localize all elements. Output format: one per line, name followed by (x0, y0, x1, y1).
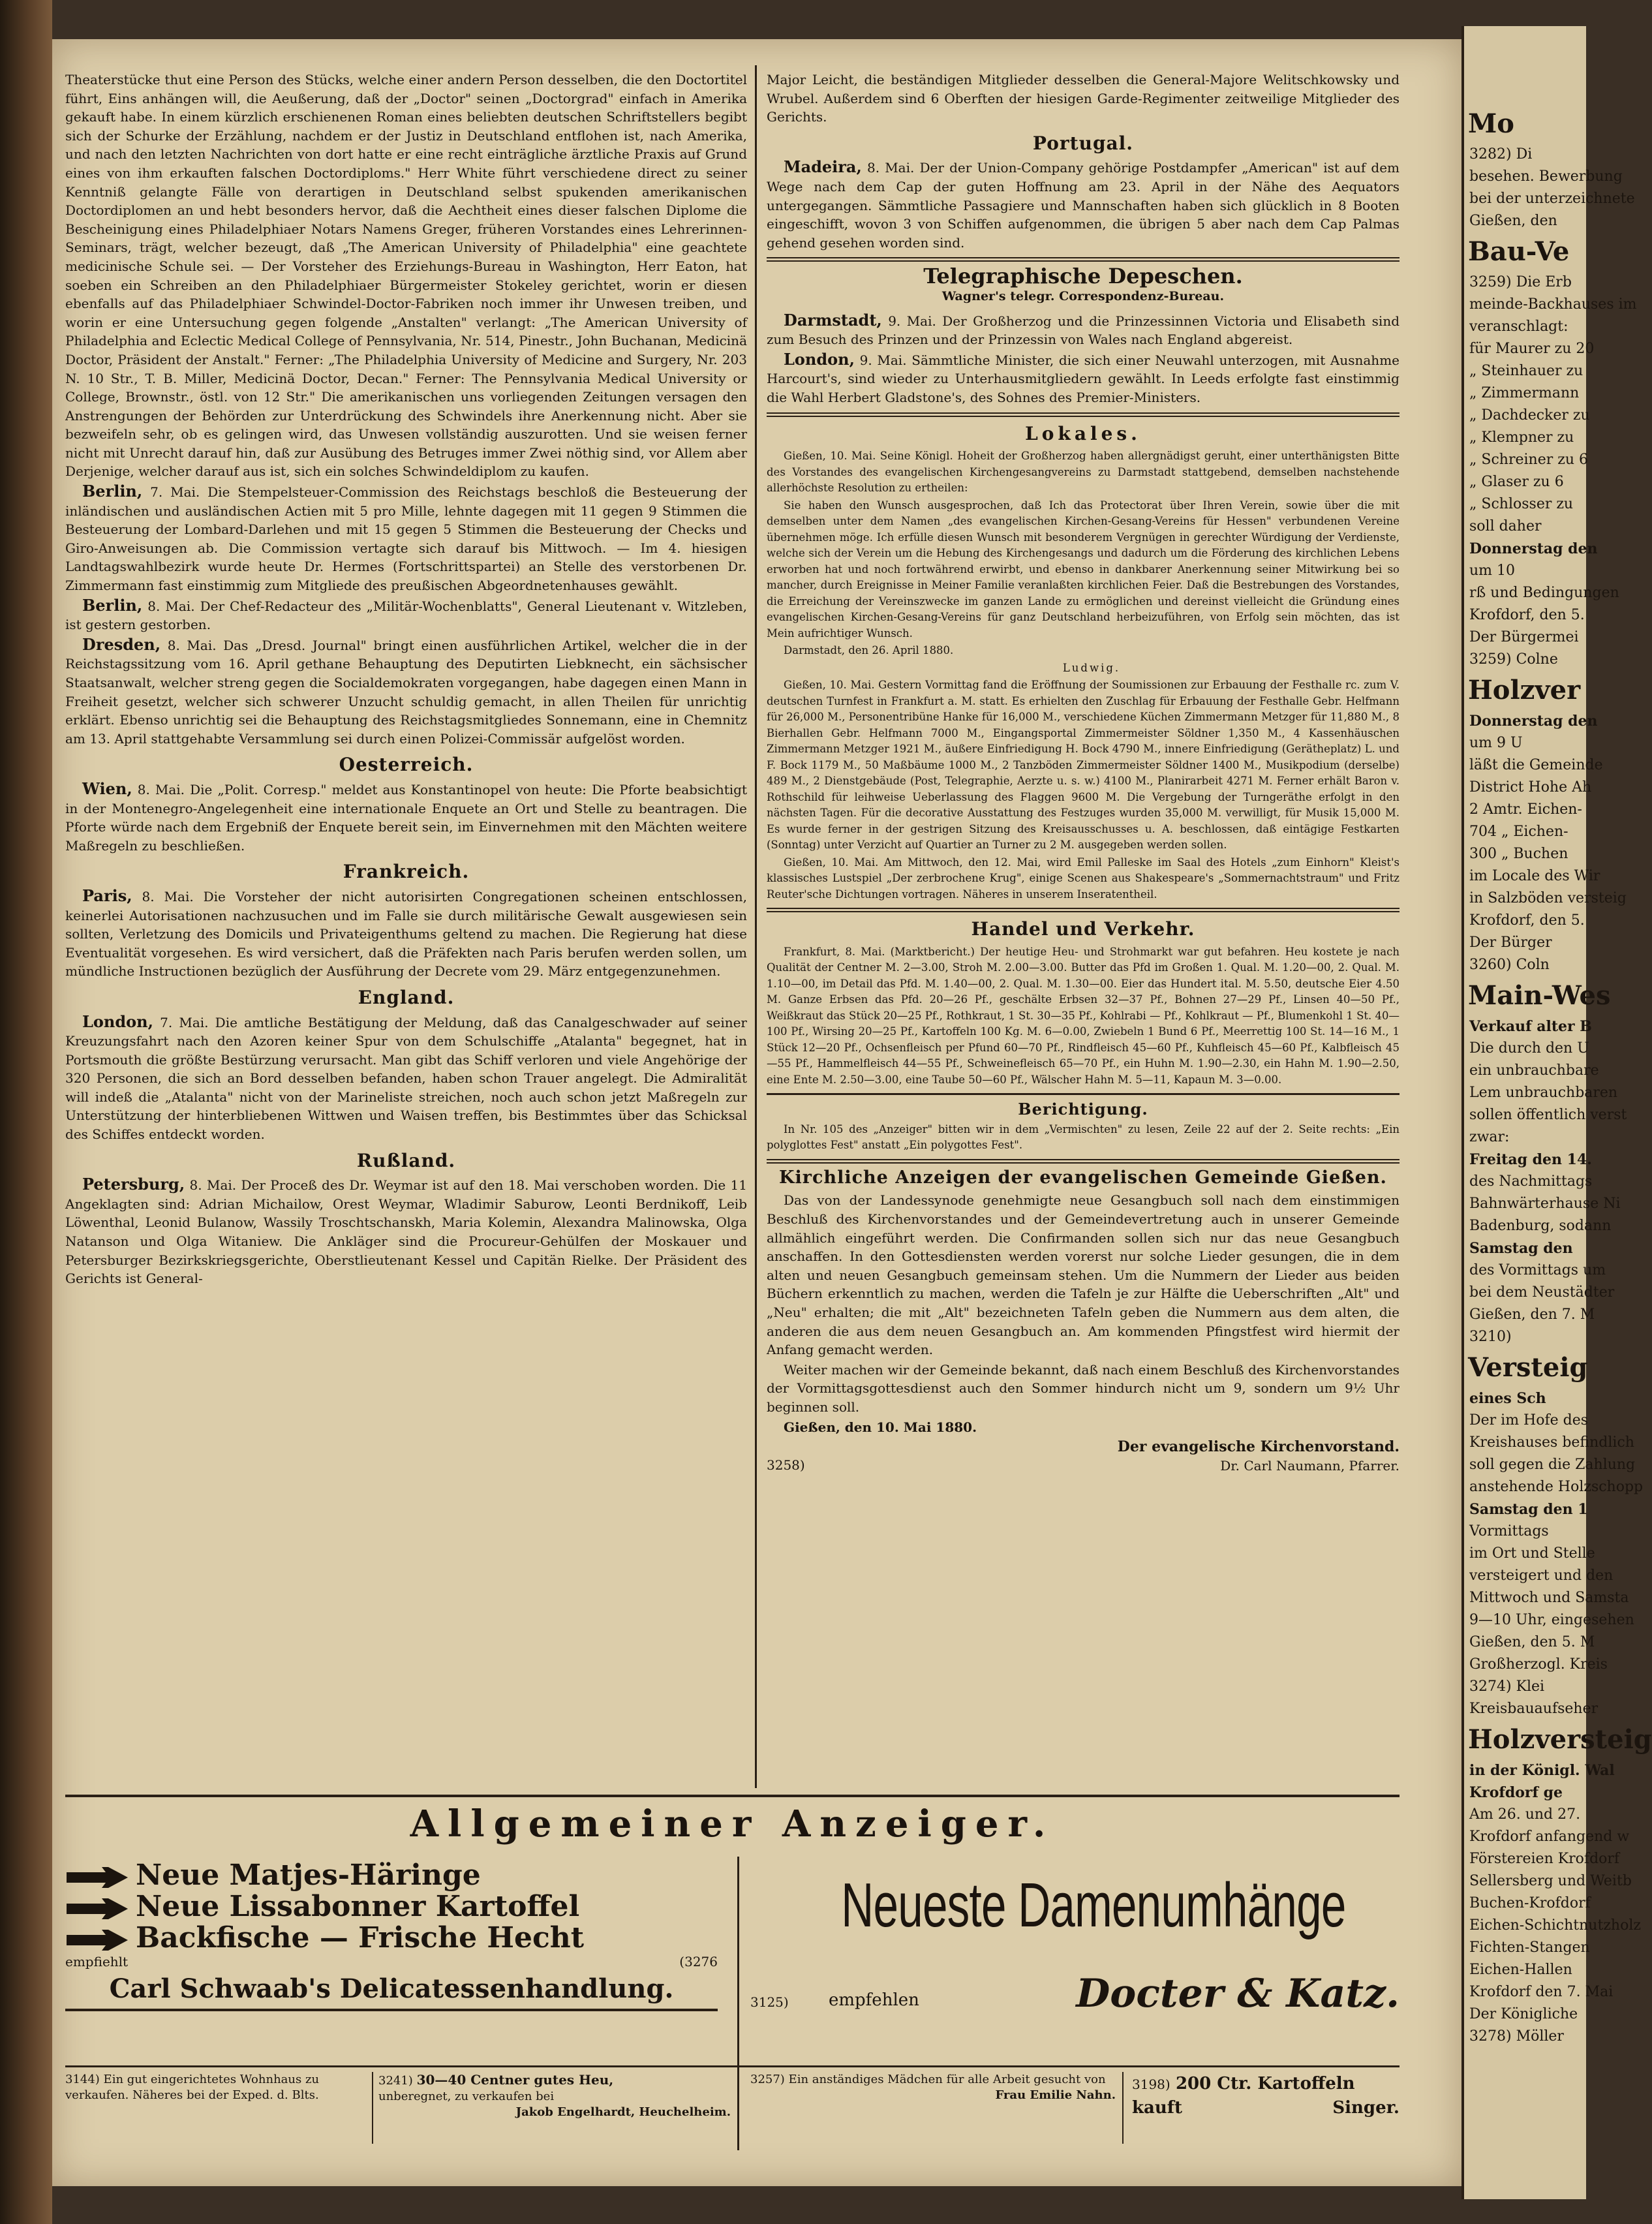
article-text: 8. Mai. Die „Polit. Corresp." meldet aus Konstantinopel von heute: Die Pforte beabsichtigt in der Montenegro-Angelegenheit eine internationale Enquete an Ort und Stelle zu beantragen. Die Pforte würde nach dem Ergebniß der Enquete bereit sein, im Einvernehmen mit den Mächten weitere Maßregeln zu beschließen. (65, 781, 747, 854)
adjacent-line: in Salzböden versteig (1469, 890, 1627, 906)
adjacent-line: Großherzogl. Kreis (1469, 1656, 1608, 1673)
telegraph-source: Wagner's telegr. Correspondenz-Bureau. (941, 288, 1225, 303)
ad-hay (378, 2072, 731, 2120)
dateline: Madeira, (784, 157, 862, 177)
section-heading-russland: Rußland. (356, 1149, 456, 1171)
article-petersburg (65, 1175, 747, 1288)
divider (767, 1159, 1400, 1164)
adjacent-heading: Main-Wes (1468, 980, 1611, 1011)
adjacent-line: 9—10 Uhr, eingesehen (1469, 1612, 1634, 1628)
lokal-resolution: Sie haben den Wunsch ausgesprochen, daß Ich das Protectorat über Ihren Verein, sowie über die mit demselben unter dem Namen „des evangelischen Kirchen-Gesang-Vereins für Hessen" verbundenen Vereine übernehmen möge. Ich erfülle diesen Wunsch mit besonderem Vergnügen in gerechter Würdigung der Verdienste, welche sich der Verein um die Hebung des Kirchengesangs und dadurch um die Förderung des kirchlichen Lebens erworben hat und noch fortwährend erwirbt, und ebenso in dankbarer Anerkennung seiner Mitwirkung bei so mancher, durch Ereignisse in Meiner Familie veranlaßten kirchlichen Feier. Daß die Bestrebungen des Vorstandes, die Erreichung der Vereinszwecke im ganzen Lande zu ermöglichen und dereinst vielleicht die Gründung eines evangelischen Kirchen-Gesang-Vereins für ganz Deutschland herbeizuführen, von Erfolg sein möchten, das ist Mein aufrichtiger Wunsch. (767, 499, 1400, 640)
ad-divider (372, 2072, 373, 2144)
adjacent-line: Am 26. und 27. (1469, 1806, 1581, 1823)
left-column (65, 70, 747, 1290)
ad-text: 3257) Ein anständiges Mädchen für alle Arbeit gesucht von (750, 2073, 1106, 2086)
adjacent-heading: Mo (1468, 108, 1514, 139)
adjacent-line: läßt die Gemeinde (1469, 757, 1603, 773)
market-text: Frankfurt, 8. Mai. (Marktbericht.) Der heutige Heu- und Strohmarkt war gut befahren. Heu kostete je nach Qualität der Centner M. 2—3.00, Stroh M. 2.00—3.00. Butter das Pfd im Großen 1. Qual. M. 1.20—00, 2. Qual. M. 1.10—00, im Detail das Pfd. M. 1.40—00, 2. Qual. M. 1.30—00. Eier das Hundert ital. M. 5.50, deutsche Eier 4.50 M. Ganze Erbsen das Pfd. 20—26 Pf., geschälte Erbsen 32—37 Pf., Bohnen 27—29 Pf., Linsen 40—50 Pf., Weißkraut das Stück 20—25 Pf., Rothkraut, 1 St. 30—35 Pf., Kohlrabi — Pf., Kohlkraut — Pf., Blumenkohl 1 St. 40—100 Pf., Wirsing 20—25 Pf., Kartoffeln 100 Kg. M. 6—0.00, Zwiebeln 1 Bund 6 Pf., Meerrettig 100 St. 14—16 M., 1 Stück 12—20 Pf., Ochsenfleisch per Pfund 60—70 Pf., Rindfleisch 45—60 Pf., Kuhfleisch 45—60 Pf., Kalbfleisch 45—55 Pf., Hammelfleisch 44—55 Pf., Schweinefleisch 65—70 Pf., ein Huhn M. 1.90—2.30, ein Hahn M. 1.90—2.50, eine Ente M. 2.50—3.00, eine Taube 50—60 Pf., Wälscher Hahn M. 5—11, Kapaun M. 3—0.00. (767, 945, 1400, 1086)
church-notice-1: Das von der Landessynode genehmigte neue Gesangbuch soll nach dem einstimmigen Beschluß des Kirchenvorstandes und der Gemeindevertretung auch in unserer Gemeinde allmählich eingeführt werden. Die Confirmanden sollen sich nur das neue Gesangbuch anschaffen. In den Gottesdiensten werden vorerst nur solche Lieder gesungen, die in dem alten und neuen Gesangbuch gemeinsam stehen. Um die Nummern der Lieder aus beiden Büchern erkenntlich zu machen, werden die Tafeln je zur Hälfte die Ueberschriften „Alt" und „Neu" erhalten; die mit „Alt" bezeichneten Tafeln geben die Nummern aus dem alten, die anderen die aus dem neuen Gesangbuch an. Am kommenden Pfingstfest wird hiermit der Anfang gemacht werden. (767, 1192, 1400, 1358)
adjacent-line: Der Bürgermei (1469, 629, 1579, 645)
adjacent-line: Mittwoch und Samsta (1469, 1590, 1629, 1606)
lokal-turnfest: Gießen, 10. Mai. Gestern Vormittag fand die Eröffnung der Soumissionen zur Erbauung der Festhalle rc. zum V. deutschen Turnfest in Frankfurt a. M. statt. Es erhielten den Zuschlag für Erbauung der Festhalle Gebr. Helfmann für 26,000 M., Personentribüne Hanke für 16,000 M., verschiedene Küchen Zimmermann Metzger für 11,880 M., 8 Bierhallen Gebr. Helfmann 7000 M., Eingangsportal Zimmermeister Söldner 1,350 M., 4 Kassenhäuschen Zimmermann Metzger 1921 M., äußere Einfriedigung H. Bock 4790 M., innere Einfriedigung (Gerätheplatz) L. und F. Bock 1179 M., 50 Maßbäume 1000 M., 2 Tanzböden Zimmermeister Söldner 1400 M., Musikpodium (derselbe) 489 M., 2 Dienstgebäude (Post, Telegraphie, Aerzte u. s. w.) 4100 M., Planirarbeit 4271 M. Ferner erhält Baron v. Rothschild für leihweise Ueberlassung des Flaggen 9600 M. Die Vergebung der Turngeräthe erfolgt in den nächsten Tagen. Für die decorative Ausstattung des Festzuges wurden 35,000 M. verwilligt, für Musik 15,000 M. Es wurde ferner in der gestrigen Sitzung des Kreisausschusses u. A. beschlossen, daß eintägige Festkarten (Sonntag) unter Verzicht auf Quartier an Turner zu 2 M. ausgegeben werden sollen. (767, 679, 1400, 852)
article-doctor-diplomas: Theaterstücke thut eine Person des Stücks, welche einer andern Person desselben, die den Doctortitel führt, Eins anhängen will, die Aeußerung, daß der „Doctor" seinen „Doctorgrad" einfach in Amerika gekauft habe. In einem kürzlich erschienenen Roman eines beliebten deutschen Schriftstellers begibt sich der Schurke der Erzählung, nachdem er der Justiz in Deutschland entflohen ist, nach Amerika, und nach den letzten Nachrichten von dort hatte er eine recht einträgliche ärztliche Praxis auf Grund eines von ihm erkauften falschen Doctordiploms." Herr White führt verschiedene direct zu seiner Kenntniß gelangte Fälle von derartigen in Deutschland selbst spukenden amerikanischen Doctordiplomen an und hebt besonders hervor, daß die Aechtheit eines dieser falschen Diplome die Bescheinigung eines Philadelphiaer Notars Namens Greger, früheren Vorstandes eines Lehrerinnen-Seminars, trägt, welcher bezeugt, daß „The American University of Philadelphia" eine geachtete medicinische Schule sei. — Der Vorsteher des Erziehungs-Bureau in Washington, Herr Eaton, hat soeben ein Schreiben an den Philadelphiaer Bürgermeister Stokeley gerichtet, worin er diesen ebenfalls auf das Philadelphiaer Schwindel-Doctor-Fabriken noch immer ihr Unwesen treiben, und worin er eine Untersuchung gegen folgende „Anstalten" verlangt: „The American University of Philadelphia and Eclectic Medical College of Pennsylvania, Nr. 514, Pinestr., John Buchanan, Medicinä Doctor, Präsident der Anstalt." Ferner: „The Philadelphia University of Medicine and Surgery, Nr. 203 N. 10 Str., T. B. Miller, Medicinä Doctor, Decan." Ferner: The Pennsylvania Medical University or College, Brownstr., östl. von 12 Str." Die amerikanischen uns vorliegenden Zeitungen versagen den Anstrengungen der Behörden zur Unterdrückung des Schwindels ihre Anerkennung nicht. Aber sie bezweifeln sehr, ob es gelingen wird, das Unwesen vollständig auszurotten. Und sie weisen ferner nicht mit Unrecht darauf hin, daß zur Ausübung des Betruges immer Zwei nöthig sind, vor Allem aber Derjenige, welcher darauf aus ist, sich ein solches Schwindeldiplom zu kaufen. (65, 72, 747, 480)
adjacent-line: 704 „ Eichen- (1469, 824, 1568, 840)
adjacent-line: 3259) Colne (1469, 651, 1558, 668)
lokal-date: Darmstadt, den 26. April 1880. (784, 644, 954, 657)
article-petersburg-cont: Major Leicht, die beständigen Mitglieder desselben die General-Majore Welitschkowsky und Wrubel. Außerdem sind 6 Oberften der hiesigen Garde-Regimenter zeitweilige Mitglieder des Gerichts. (767, 72, 1400, 125)
adjacent-line: des Nachmittags (1469, 1173, 1593, 1190)
adjacent-line: 3260) Coln (1469, 957, 1550, 973)
church-notice-2: Weiter machen wir der Gemeinde bekannt, daß nach einem Beschluß des Kirchenvorstandes der Vormittagsgottesdienst auch den Sommer hindurch nicht um 9, sondern um 9½ Uhr beginnen soll. (767, 1361, 1400, 1415)
article-dresden (65, 636, 747, 749)
adjacent-line: „ Zimmermann (1469, 385, 1580, 401)
advertisement-section (65, 1795, 1400, 2160)
adjacent-line: Eichen-Hallen (1469, 1962, 1572, 1978)
dateline: Darmstadt, (784, 310, 882, 330)
adjacent-line: zwar: (1469, 1129, 1510, 1145)
adjacent-line: Buchen-Krofdorf (1469, 1895, 1591, 1911)
article-london-tel (767, 350, 1400, 407)
adjacent-heading: Bau-Ve (1468, 236, 1570, 267)
ad-shop-name: Docter & Katz. (1076, 1971, 1400, 2016)
adjacent-line: Freitag den 14. (1469, 1151, 1592, 1168)
adjacent-line: Die durch den U (1469, 1040, 1589, 1057)
church-date: Gießen, den 10. Mai 1880. (784, 1419, 977, 1435)
ad-house (65, 2072, 365, 2103)
pointing-hand-icon (65, 1928, 130, 1952)
correction-block (767, 1122, 1400, 1154)
market-report (767, 944, 1400, 1089)
adjacent-line: Verkauf alter B (1469, 1018, 1592, 1035)
article-text: 7. Mai. Die Stempelsteuer-Commission des Reichstags beschloß die Besteuerung der inländischen und ausländischen Actien mit 5 pro Mille, lehnte dagegen mit 11 gegen 9 Stimmen die Besteuerung der Lombard-Darlehen und mit 15 gegen 5 Stimmen die Besteuerung der Checks und Giro-Anweisungen ab. Die Commission vertagte sich darauf bis Mittwoch. — Im 4. hiesigen Landtagswahlbezirk wurde heute Dr. Hermes (Fortschrittspartei) an Stelle des verstorbenen Dr. Zimmermann fast einstimmig zum Mitgliede des preußischen Abgeordnetenhauses gewählt. (65, 484, 747, 594)
dateline: Paris, (82, 886, 132, 905)
church-board: Der evangelische Kirchenvorstand. (1117, 1438, 1400, 1456)
article-text: 8. Mai. Der Proceß des Dr. Weymar ist auf den 18. Mai verschoben worden. Die 11 Angeklagten sind: Adrian Michailow, Orest Weymar, Wladimir Saburow, Leonti Berdnikoff, Leib Löwenthal, Leonid Bulanow, Wassily Troschtschanskh, Maria Kolemin, Alexandra Malinowska, Olga Natanson und Olga Witaniew. Die Ankläger sind die Procureur-Gehülfen der Moskauer und Petersburger Bezirkskriegsgerichte, Oberstlieutenant Kessel und Capitän Rielke. Der Präsident des Gerichts ist General- (65, 1177, 747, 1287)
church-signature (767, 1438, 1400, 1474)
adjacent-line: Fichten-Stangen (1469, 1939, 1590, 1956)
ad-text: Neue Lissabonner Kartoffel (136, 1890, 580, 1923)
adjacent-line: 3278) Möller (1469, 2028, 1564, 2045)
adjacent-line: Sellersberg und Weitb (1469, 1873, 1632, 1889)
adjacent-line: meinde-Backhauses im (1469, 296, 1637, 313)
ad-line (65, 1923, 718, 1954)
section-heading-berichtigung: Berichtigung. (1018, 1100, 1148, 1119)
article-text: 8. Mai. Der der Union-Company gehörige Postdampfer „American" ist auf dem Wege nach dem Cap der guten Hoffnung am 23. April in der Nähe des Aequators untergegangen. Sämmtliche Passagiere und Mannschaften haben sich glücklich in 8 Booten eingeschifft, wovon 3 von Schiffen aufgenommen, die übrigen 5 aber nach dem Cap Palmas gehend gesehen worden sind. (767, 160, 1400, 251)
adjacent-line: 2 Amtr. Eichen- (1469, 801, 1582, 818)
adjacent-line: soll gegen die Zahlung (1469, 1457, 1636, 1473)
dateline: Wien, (82, 779, 132, 798)
article-madeira (767, 158, 1400, 252)
lokal-1: Gießen, 10. Mai. Seine Königl. Hoheit der Großherzog haben allergnädigst geruht, einer unterthänigsten Bitte des Vorstandes des evangelischen Kirchengesangvereins zu Darmstadt stattgebend, demselben nachstehende allerhöchste Resolution zu ertheilen: (767, 450, 1400, 495)
ad-text: 30—40 Centner gutes Heu, (416, 2072, 614, 2088)
adjacent-line: „ Schreiner zu 6 (1469, 452, 1588, 468)
dateline: London, (784, 349, 855, 369)
church-pastor: Dr. Carl Naumann, Pfarrer. (1220, 1457, 1400, 1474)
adjacent-line: Der Bürger (1469, 934, 1552, 951)
adjacent-line: Gießen, den 7. M (1469, 1306, 1595, 1323)
ad-row (65, 1954, 718, 1973)
adjacent-page-text (1464, 104, 1652, 2048)
adjacent-line: Förstereien Krofdorf (1469, 1851, 1620, 1867)
article-paris (65, 887, 747, 981)
article-text: 9. Mai. Der Großherzog und die Prinzessinnen Victoria und Elisabeth sind zum Besuch des Prinzen und der Prinzessin von Wales nach England abgereist. (767, 313, 1400, 348)
adjacent-line: versteigert und den (1469, 1568, 1614, 1584)
ad-text: Singer. (1332, 2098, 1400, 2118)
lokales-block (767, 448, 1400, 903)
divider (767, 908, 1400, 912)
ad-schwaab (65, 1860, 718, 2062)
ad-text: Neue Matjes-Häringe (136, 1859, 481, 1892)
article-london (65, 1013, 747, 1144)
divider (767, 257, 1400, 262)
adjacent-line: eines Sch (1469, 1390, 1546, 1407)
adjacent-line: 3274) Klei (1469, 1678, 1545, 1695)
book-spine (0, 0, 52, 2224)
adjacent-line: Badenburg, sodann (1469, 1218, 1612, 1234)
adjacent-line: des Vormittags um (1469, 1262, 1606, 1278)
ad-number: 3241) (378, 2074, 413, 2088)
adjacent-line: „ Schlosser zu (1469, 496, 1574, 512)
ad-text: unberegnet, zu verkaufen bei (378, 2090, 555, 2103)
adjacent-line: besehen. Bewerbung (1469, 168, 1623, 185)
adjacent-line: Der Königliche (1469, 2006, 1578, 2022)
ad-text: Jakob Engelhardt, Heuchelheim. (515, 2105, 731, 2119)
adjacent-line: Kreishauses befindlich (1469, 1434, 1634, 1451)
column-divider (755, 65, 757, 1788)
adjacent-line: um 10 (1469, 563, 1516, 579)
dateline: Berlin, (82, 595, 143, 615)
ad-number: 3125) (750, 1994, 789, 2010)
ad-divider (737, 1857, 739, 2150)
adjacent-line: Samstag den (1469, 1240, 1573, 1257)
adjacent-line: Donnerstag den (1469, 540, 1598, 557)
ad-text: 3144) Ein gut eingerichtetes Wohnhaus zu verkaufen. Näheres bei der Exped. d. Blts. (65, 2073, 320, 2102)
ad-text: 200 Ctr. Kartoffeln (1175, 2074, 1355, 2093)
article-text: 8. Mai. Der Chef-Redacteur des „Militär-Wochenblatts", General Lieutenant v. Witzleben, ist gestern gestorben. (65, 598, 747, 633)
section-heading-handel: Handel und Verkehr. (971, 918, 1195, 940)
adjacent-heading: Versteig (1468, 1352, 1588, 1383)
dateline: Petersburg, (82, 1175, 185, 1194)
dateline: London, (82, 1012, 153, 1031)
ad-text: Frau Emilie Nahn. (995, 2088, 1116, 2102)
adjacent-line: Krofdorf ge (1469, 1784, 1563, 1801)
ad-headline: Neueste Damenumhänge (841, 1870, 1346, 1940)
adjacent-line: bei der unterzeichnete (1469, 191, 1635, 207)
adjacent-line: District Hohe Ah (1469, 779, 1592, 795)
adjacent-line: „ Glaser zu 6 (1469, 474, 1564, 490)
dateline: Berlin, (82, 482, 143, 501)
article-text: 9. Mai. Sämmtliche Minister, die sich einer Neuwahl unterzogen, mit Ausnahme Harcourt's, sind wieder zu Unterhausmitgliedern gewählt. In Leeds erfolgte fast einstimmig die Wahl Herbert Gladstone's, des Sohnes des Premier-Ministers. (767, 352, 1400, 405)
section-heading-england: England. (358, 986, 455, 1008)
ad-number: 3198) (1132, 2077, 1170, 2092)
article-berlin-1 (65, 482, 747, 595)
article-darmstadt (767, 311, 1400, 349)
section-heading-portugal: Portugal. (1032, 132, 1134, 154)
adjacent-page (1461, 26, 1652, 2199)
ad-docter-katz (750, 1866, 1400, 2062)
adjacent-line: im Ort und Stelle (1469, 1545, 1595, 1562)
adjacent-line: veranschlagt: (1469, 318, 1568, 335)
divider (767, 1093, 1400, 1095)
adjacent-line: Gießen, den (1469, 213, 1557, 229)
article-text: 8. Mai. Das „Dresd. Journal" bringt einen ausführlichen Artikel, welcher die in der Reichstagssitzung vom 16. April gethane Behauptung des Deputirten Liebknecht, ein sächsischer Staatsanwalt, welcher streng gegen die Socialdemokraten vorgegangen, habe dagegen einen Mann in Freiheit gesetzt, welcher sich schwerer Unzucht schuldig gemacht, in allen Theilen für unrichtig erklärt. Ebenso unrichtig sei die Behauptung des Reichstagsmitgliedes Sonnemann, eine in Chemnitz am 13. April stattgehabte Versammlung sei durch einen Polizei-Commissär aufgelöst worden. (65, 637, 747, 747)
ad-number: 3258) (767, 1457, 805, 1474)
article-wien (65, 780, 747, 855)
adjacent-line: Lem unbrauchbaren (1469, 1085, 1618, 1101)
adjacent-line: in der Königl. Wal (1469, 1762, 1615, 1779)
correction-text: In Nr. 105 des „Anzeiger" bitten wir in dem „Vermischten" zu lesen, Zeile 22 auf der 2. Seite rechts: „Ein polyglottes Fest" anstatt „Ein polygottes Fest". (767, 1122, 1400, 1152)
article-text: 8. Mai. Die Vorsteher der nicht autorisirten Congregationen scheinen entschlossen, keinerlei Autorisationen nachzusuchen und im Falle sie durch militärische Gewalt ausgewiesen sein sollten, Verletzung des Domicils und Privateigenthums geltend zu machen. Die Regierung hat diese Eventualität vorgesehen. Es wird versichert, daß die Präfekten nach Paris berufen werden sollen, um mündliche Instructionen bezüglich der Ausführung der Decrete vom 29. März entgegenzunehmen. (65, 888, 747, 980)
section-heading-oesterreich: Oesterreich. (339, 754, 474, 776)
adjacent-line: „ Dachdecker zu (1469, 407, 1590, 424)
adjacent-line: Vormittags (1469, 1523, 1549, 1539)
adjacent-heading: Holzver (1468, 675, 1581, 705)
ad-shop-name: Carl Schwaab's Delicatessenhandlung. (65, 1973, 718, 2011)
section-heading-frankreich: Frankreich. (343, 861, 470, 883)
adjacent-line: Krofdorf den 7. Mai (1469, 1984, 1614, 2000)
adjacent-line: 300 „ Buchen (1469, 846, 1568, 862)
ad-text: empfehlen (829, 1990, 919, 2010)
adjacent-line: Kreisbauaufseher (1469, 1701, 1598, 1717)
adjacent-line: Donnerstag den (1469, 713, 1598, 730)
adjacent-line: bei dem Neustädter (1469, 1284, 1615, 1301)
adjacent-line: „ Steinhauer zu (1469, 363, 1583, 379)
divider (767, 412, 1400, 417)
ad-maid (750, 2072, 1116, 2103)
adjacent-line: Krofdorf, den 5. (1469, 912, 1585, 929)
adjacent-heading: Holzversteig (1468, 1724, 1652, 1755)
adjacent-line: 3210) (1469, 1329, 1512, 1345)
section-heading-kirchliche: Kirchliche Anzeigen der evangelischen Gemeinde Gießen. (779, 1167, 1387, 1188)
ad-potatoes (1132, 2072, 1400, 2120)
ad-row (750, 1971, 1400, 2023)
ad-line (65, 1891, 718, 1923)
advertisement-heading: Allgemeiner Anzeiger. (65, 1795, 1400, 1846)
right-column (767, 70, 1400, 1474)
adjacent-line: soll daher (1469, 518, 1542, 534)
adjacent-line: im Locale des Wir (1469, 868, 1600, 884)
section-heading-lokales: Lokales. (1025, 422, 1141, 444)
adjacent-line: 3282) Di (1469, 146, 1533, 162)
pointing-hand-icon (65, 1866, 130, 1889)
ad-text: empfiehlt (65, 1954, 129, 1969)
article-berlin-2 (65, 596, 747, 634)
ad-divider (65, 2065, 1400, 2067)
adjacent-line: Der im Hofe des (1469, 1412, 1589, 1429)
adjacent-line: 3259) Die Erb (1469, 274, 1572, 290)
adjacent-line: Bahnwärterhause Ni (1469, 1196, 1621, 1212)
ad-text: Backfische — Frische Hecht (136, 1921, 585, 1954)
adjacent-line: rß und Bedingungen (1469, 585, 1619, 601)
adjacent-line: um 9 U (1469, 735, 1523, 751)
ad-line (65, 1860, 718, 1891)
article-text: 7. Mai. Die amtliche Bestätigung der Meldung, daß das Canalgeschwader auf seiner Kreuzungsfahrt nach den Azoren keiner Spur von dem Schulschiffe „Atalanta" begegnet, hat in Portsmouth die größte Bestürzung verursacht. Man gibt das Schiff verloren und viele Angehörige der 320 Personen, die sich an Bord desselben befanden, haben schon Trauer angelegt. Die Admiralität will indeß die „Atalanta" nicht von der Marineliste streichen, noch auch schon jetzt Maßregeln zur Unterstützung der hinterbliebenen Wittwen und Waisen treffen, bis Bestimmtes über das Schicksal des Schiffes entdeckt worden. (65, 1014, 747, 1143)
adjacent-line: „ Klempner zu (1469, 429, 1574, 446)
adjacent-line: Eichen-Schichtnutzholz (1469, 1917, 1641, 1934)
adjacent-line: anstehende Holzschopp (1469, 1479, 1644, 1495)
adjacent-line: Gießen, den 5. M (1469, 1634, 1595, 1650)
ad-number: (3276 (679, 1954, 718, 1969)
dateline: Dresden, (82, 634, 161, 654)
section-heading-telegraphs: Telegraphische Depeschen. (923, 264, 1243, 289)
lokal-signature: Ludwig. (1062, 661, 1121, 674)
pointing-hand-icon (65, 1897, 130, 1921)
ad-divider (1122, 2072, 1124, 2144)
adjacent-line: Krofdorf anfangend w (1469, 1829, 1630, 1845)
adjacent-line: Samstag den 1 (1469, 1501, 1588, 1518)
adjacent-line: Krofdorf, den 5. (1469, 607, 1585, 623)
adjacent-line: für Maurer zu 20 (1469, 341, 1595, 357)
lokal-palleske: Gießen, 10. Mai. Am Mittwoch, den 12. Mai, wird Emil Palleske im Saal des Hotels „zum Einhorn" Kleist's klassisches Lustspiel „Der zerbrochene Krug", einige Scenen aus Shakespeare's „Sommernachtstraum" und Fritz Reuter'sche Dichtungen vortragen. Näheres in unserem Inseratentheil. (767, 856, 1400, 901)
adjacent-line: sollen öffentlich verst (1469, 1107, 1627, 1123)
adjacent-line: ein unbrauchbare (1469, 1062, 1599, 1079)
ad-text: kauft (1132, 2098, 1182, 2118)
